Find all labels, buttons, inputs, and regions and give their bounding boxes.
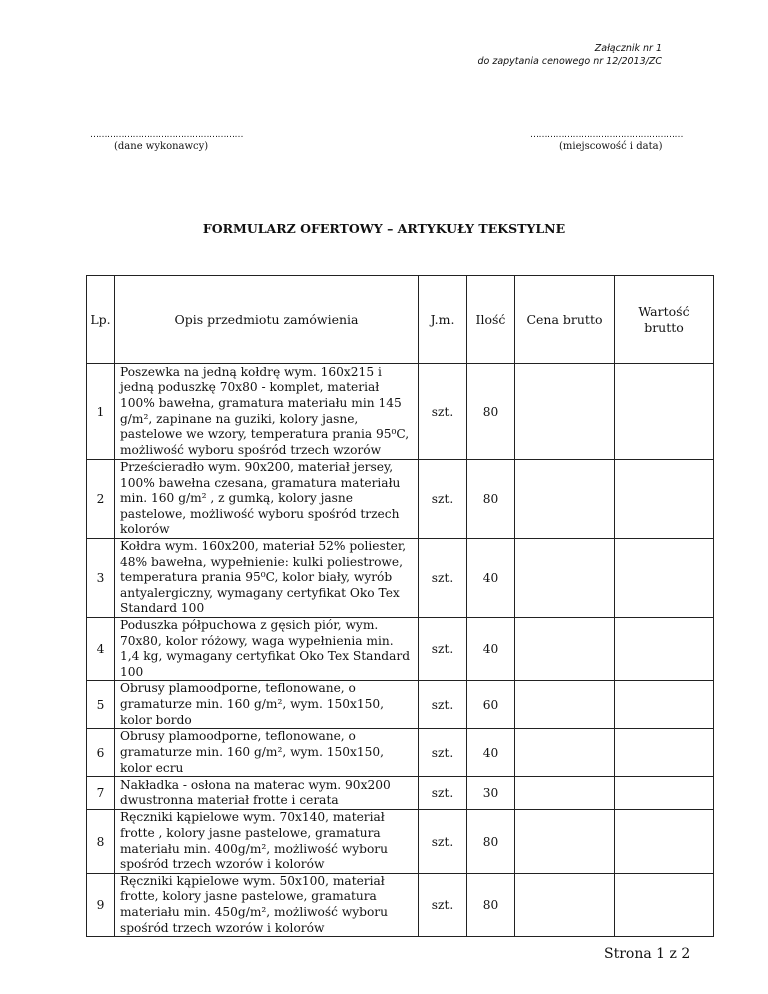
table-row [87, 460, 714, 539]
row-price-cell[interactable] [515, 681, 615, 729]
row-price-cell[interactable] [515, 777, 615, 810]
row-quantity: 80 [467, 873, 515, 936]
document-title: FORMULARZ OFERTOWY – ARTYKUŁY TEKSTYLNE [202, 221, 566, 236]
table-row [87, 364, 714, 460]
row-quantity: 40 [467, 729, 515, 777]
row-value-cell[interactable] [615, 539, 714, 618]
row-description: Obrusy plamoodporne, teflonowane, o gramaturze min. 160 g/m², wym. 150x150, kolor ecru [115, 729, 419, 777]
row-quantity: 80 [467, 460, 515, 539]
col-value-gross: Wartość brutto [615, 276, 714, 364]
row-description: Ręczniki kąpielowe wym. 70x140, materiał frotte , kolory jasne pastelowe, gramatura materiału min. 400g/m², możliwość wyboru spośród trzech wzorów i kolorów [115, 810, 419, 873]
row-description: Obrusy plamoodporne, teflonowane, o gramaturze min. 160 g/m², wym. 150x150, kolor bordo [115, 681, 419, 729]
row-value-cell[interactable] [615, 810, 714, 873]
table-header-row [87, 276, 714, 364]
row-lp: 4 [87, 618, 115, 681]
row-lp: 9 [87, 873, 115, 936]
row-unit: szt. [419, 681, 467, 729]
place-date-dots: ……………………………………………… [530, 130, 683, 140]
row-lp: 2 [87, 460, 115, 539]
row-lp: 3 [87, 539, 115, 618]
place-date-caption: (miejscowość i data) [559, 141, 663, 152]
annex-line-2: do zapytania cenowego nr 12/2013/ZC [477, 56, 662, 67]
row-value-cell[interactable] [615, 364, 714, 460]
row-description: Prześcieradło wym. 90x200, materiał jersey, 100% bawełna czesana, gramatura materiału min. 160 g/m² , z gumką, kolory jasne pastelowe, możliwość wyboru spośród trzech kolorów [115, 460, 419, 539]
row-lp: 8 [87, 810, 115, 873]
table-row [87, 777, 714, 810]
row-unit: szt. [419, 810, 467, 873]
row-quantity: 60 [467, 681, 515, 729]
row-unit: szt. [419, 460, 467, 539]
row-lp: 6 [87, 729, 115, 777]
row-unit: szt. [419, 539, 467, 618]
row-price-cell[interactable] [515, 618, 615, 681]
row-unit: szt. [419, 777, 467, 810]
table-row [87, 729, 714, 777]
contractor-caption: (dane wykonawcy) [114, 141, 209, 152]
row-quantity: 80 [467, 810, 515, 873]
row-value-cell[interactable] [615, 460, 714, 539]
row-lp: 1 [87, 364, 115, 460]
col-unit: J.m. [419, 276, 467, 364]
row-description: Kołdra wym. 160x200, materiał 52% poliester, 48% bawełna, wypełnienie: kulki poliestrowe, temperatura prania 95⁰C, kolor biały, wyrób antyalergiczny, wymagany certyfikat Oko Tex Standard 100 [115, 539, 419, 618]
row-unit: szt. [419, 618, 467, 681]
row-quantity: 40 [467, 618, 515, 681]
row-lp: 5 [87, 681, 115, 729]
row-value-cell[interactable] [615, 681, 714, 729]
row-value-cell[interactable] [615, 729, 714, 777]
page-number: Strona 1 z 2 [604, 946, 691, 962]
offer-table [86, 275, 714, 937]
row-value-cell[interactable] [615, 618, 714, 681]
row-value-cell[interactable] [615, 777, 714, 810]
row-description: Poduszka półpuchowa z gęsich piór, wym. 70x80, kolor różowy, waga wypełnienia min. 1,4 kg, wymagany certyfikat Oko Tex Standard 100 [115, 618, 419, 681]
row-description: Poszewka na jedną kołdrę wym. 160x215 i jedną poduszkę 70x80 - komplet, materiał 100% bawełna, gramatura materiału min 145 g/m², zapinane na guziki, kolory jasne, pastelowe we wzory, temperatura prania 95⁰C, możliwość wyboru spośród trzech wzorów [115, 364, 419, 460]
table-row [87, 539, 714, 618]
contractor-dots: ……………………………………………… [90, 130, 243, 140]
annex-line-1: Załącznik nr 1 [594, 43, 662, 54]
row-lp: 7 [87, 777, 115, 810]
row-unit: szt. [419, 873, 467, 936]
table-row [87, 873, 714, 936]
col-price-gross: Cena brutto [515, 276, 615, 364]
table-row [87, 681, 714, 729]
row-price-cell[interactable] [515, 729, 615, 777]
row-price-cell[interactable] [515, 364, 615, 460]
col-quantity: Ilość [467, 276, 515, 364]
row-quantity: 30 [467, 777, 515, 810]
col-description: Opis przedmiotu zamówienia [115, 276, 419, 364]
row-value-cell[interactable] [615, 873, 714, 936]
col-lp: Lp. [87, 276, 115, 364]
row-price-cell[interactable] [515, 539, 615, 618]
row-quantity: 80 [467, 364, 515, 460]
row-price-cell[interactable] [515, 810, 615, 873]
row-unit: szt. [419, 729, 467, 777]
table-row [87, 618, 714, 681]
table-row [87, 810, 714, 873]
row-price-cell[interactable] [515, 460, 615, 539]
row-description: Ręczniki kąpielowe wym. 50x100, materiał frotte, kolory jasne pastelowe, gramatura materiału min. 450g/m², możliwość wyboru spośród trzech wzorów i kolorów [115, 873, 419, 936]
row-price-cell[interactable] [515, 873, 615, 936]
row-description: Nakładka - osłona na materac wym. 90x200 dwustronna materiał frotte i cerata [115, 777, 419, 810]
row-unit: szt. [419, 364, 467, 460]
row-quantity: 40 [467, 539, 515, 618]
